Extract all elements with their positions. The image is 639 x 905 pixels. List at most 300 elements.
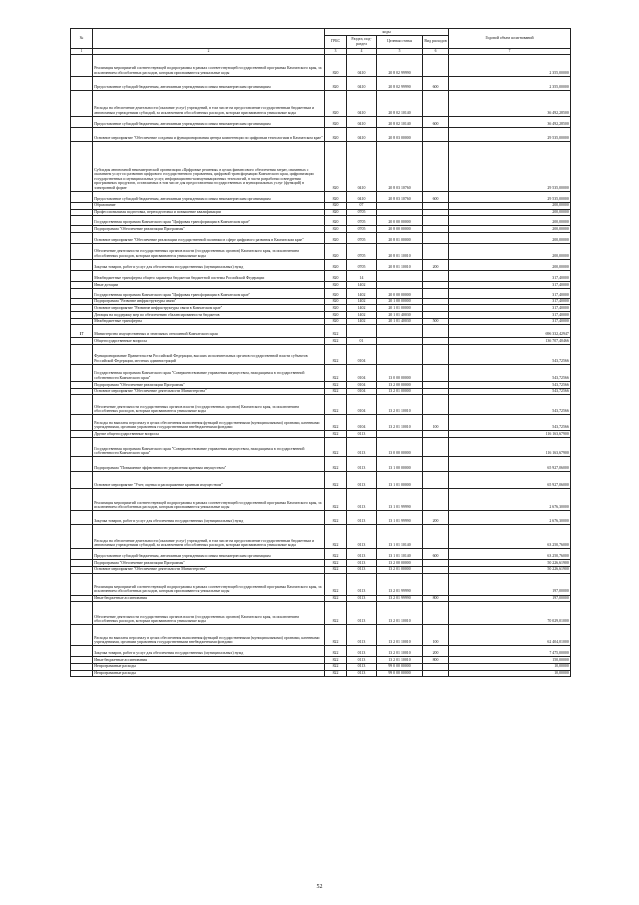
row-expense-type [423, 395, 449, 415]
row-article: 20 1 01 40030 [377, 318, 423, 325]
row-grbs: 822 [325, 365, 347, 382]
row-number [71, 116, 93, 127]
row-grbs: 822 [325, 595, 347, 602]
table-row [71, 270, 571, 281]
row-section: 1402 [347, 281, 377, 288]
table-row [71, 415, 571, 431]
table-row [71, 602, 571, 625]
row-section: 0113 [347, 595, 377, 602]
row-article: 20 8 03 10760 [377, 141, 423, 191]
row-grbs: 820 [325, 243, 347, 259]
row-grbs: 822 [325, 382, 347, 389]
row-name: Межбюджетные трансферты общего характера бюджетам бюджетной системы Российской Федерации [93, 270, 325, 281]
row-expense-type [423, 127, 449, 141]
row-section: 0113 [347, 438, 377, 457]
row-number [71, 216, 93, 226]
column-index-cell: 6 [423, 48, 449, 54]
table-row [71, 76, 571, 90]
row-grbs: 822 [325, 525, 347, 549]
row-number [71, 431, 93, 438]
row-number [71, 226, 93, 233]
row-expense-type [423, 365, 449, 382]
row-expense-type: 600 [423, 76, 449, 90]
column-index-cell: 4 [347, 48, 377, 54]
table-row [71, 438, 571, 457]
row-grbs: 822 [325, 438, 347, 457]
row-amount: 543,72566 [449, 388, 571, 395]
row-section: 0410 [347, 116, 377, 127]
row-article: 13 2 01 10010 [377, 657, 423, 664]
row-grbs: 822 [325, 345, 347, 365]
row-expense-type [423, 560, 449, 567]
row-article: 20 8 01 00000 [377, 232, 423, 243]
row-amount: 2 355,00000 [449, 54, 571, 76]
row-number [71, 259, 93, 270]
row-name: Функционирование Правительства Российской Федерации, высших исполнительных органов государственной власти субъектов Российской Федерации, местных администраций [93, 345, 325, 365]
table-row [71, 595, 571, 602]
row-grbs: 822 [325, 566, 347, 573]
row-name: Основное мероприятие "Обеспечение деятельности Министерства" [93, 388, 325, 395]
row-amount: 36 492,28500 [449, 90, 571, 116]
budget-page [70, 28, 570, 677]
table-row [71, 525, 571, 549]
row-number [71, 54, 93, 76]
header-num: № [71, 29, 93, 49]
row-number [71, 457, 93, 472]
row-section: 0410 [347, 90, 377, 116]
row-name: Межбюджетные трансферты [93, 318, 325, 325]
row-amount: 150,00000 [449, 657, 571, 664]
header-article: Целевая статья [377, 35, 423, 48]
row-number [71, 511, 93, 525]
row-number [71, 281, 93, 288]
row-number [71, 595, 93, 602]
row-expense-type: 800 [423, 657, 449, 664]
table-row [71, 288, 571, 298]
row-expense-type: 100 [423, 415, 449, 431]
row-number [71, 489, 93, 511]
row-number [71, 657, 93, 664]
row-expense-type [423, 602, 449, 625]
row-amount: 543,72566 [449, 415, 571, 431]
row-article [377, 338, 423, 345]
row-expense-type: 600 [423, 116, 449, 127]
table-row [71, 325, 571, 338]
row-grbs: 822 [325, 670, 347, 677]
table-row [71, 281, 571, 288]
row-name: Государственная программа Камчатского края "Цифровая трансформация в Камчатском крае" [93, 288, 325, 298]
row-amount: 2 676,30000 [449, 511, 571, 525]
row-section: 0113 [347, 560, 377, 567]
row-expense-type: 800 [423, 595, 449, 602]
table-row [71, 298, 571, 305]
row-grbs: 822 [325, 457, 347, 472]
row-amount: 317,40000 [449, 281, 571, 288]
row-number [71, 573, 93, 595]
row-name: Предоставление субсидий бюджетным, автономным учреждениям и иным некоммерческим организациям [93, 191, 325, 202]
row-amount: 10,00000 [449, 663, 571, 670]
row-grbs: 820 [325, 259, 347, 270]
header-section: Раздел, под-раздел [347, 35, 377, 48]
row-name: Субсидия автономной некоммерческой организации «Цифровые решения» в целях финансового обеспечения затрат, связанных с оказанием услуг по развитию цифрового государственного управления, цифровой трансформации Камчатского края, цифровизации государственных и муниципальных услуг, информационно-коммуникационных технологий, в части разработки и внедрения программных продуктов, оставляемых в том числе для предоставления государственных и муниципальных услуг (функций) в электронной форме [93, 141, 325, 191]
row-amount: 317,40000 [449, 312, 571, 319]
table-row [71, 573, 571, 595]
row-expense-type [423, 54, 449, 76]
row-name: Государственная программа Камчатского края "Совершенствование управления имуществом, находящимся в государственной собственности Камчатского края" [93, 365, 325, 382]
row-name: Расходы на обеспечение деятельности (оказание услуг) учреждений, в том числе на предоставление государственным бюджетным и автономным учреждениям субсидий, за исключением обособленных расходов, которым присваиваются уникальные коды [93, 90, 325, 116]
row-amount: 70 029,01000 [449, 602, 571, 625]
row-number [71, 382, 93, 389]
table-header [71, 29, 571, 55]
row-section: 0113 [347, 657, 377, 664]
row-amount: 317,40000 [449, 288, 571, 298]
table-row [71, 312, 571, 319]
row-name: Подпрограмма "Обеспечение реализации Программы" [93, 560, 325, 567]
row-section: 0705 [347, 226, 377, 233]
row-number [71, 127, 93, 141]
table-row [71, 232, 571, 243]
row-grbs: 820 [325, 141, 347, 191]
row-section: 0113 [347, 472, 377, 489]
table-row [71, 202, 571, 209]
row-grbs: 822 [325, 657, 347, 664]
row-number [71, 602, 93, 625]
row-grbs: 820 [325, 298, 347, 305]
header-name [93, 29, 325, 49]
row-article: 20 8 03 10760 [377, 191, 423, 202]
row-article: 13 1 01 00000 [377, 472, 423, 489]
row-article: 20 8 01 10010 [377, 243, 423, 259]
row-amount: 200,00000 [449, 243, 571, 259]
row-expense-type: 200 [423, 259, 449, 270]
row-name: Расходы на выплаты персоналу в целях обеспечения выполнения функций государственными (муниципальными) органами, казенными учреждениями, органами управления государственными внебюджетными фондами [93, 415, 325, 431]
row-name: Основное мероприятие "Обеспечение создания и функционирования центра компетенции по цифровым технологиям в Камчатском крае" [93, 127, 325, 141]
row-expense-type [423, 202, 449, 209]
table-row [71, 670, 571, 677]
row-grbs: 820 [325, 116, 347, 127]
row-expense-type [423, 243, 449, 259]
row-name: Подпрограмма "Развитие инфраструктуры связи" [93, 298, 325, 305]
row-number [71, 472, 93, 489]
row-article: 13 2 01 10010 [377, 646, 423, 657]
row-grbs: 822 [325, 646, 347, 657]
row-amount: 2 676,30000 [449, 489, 571, 511]
row-section: 14 [347, 270, 377, 281]
row-article: 13 2 01 99990 [377, 595, 423, 602]
row-section: 1402 [347, 305, 377, 312]
row-article: 13 1 01 10140 [377, 549, 423, 560]
row-section: 0705 [347, 216, 377, 226]
row-name: Предоставление субсидий бюджетным, автономным учреждениям и иным некоммерческим организациям [93, 116, 325, 127]
row-number [71, 312, 93, 319]
row-amount: 543,72566 [449, 345, 571, 365]
row-name: Основное мероприятие "Учет, оценка и распоряжение краевым имуществом" [93, 472, 325, 489]
row-number [71, 90, 93, 116]
column-index-cell: 3 [325, 48, 347, 54]
row-number [71, 305, 93, 312]
row-grbs: 820 [325, 305, 347, 312]
row-amount: 317,40000 [449, 318, 571, 325]
row-grbs: 822 [325, 325, 347, 338]
row-article: 20 8 00 00000 [377, 226, 423, 233]
row-name: Обеспечение деятельности государственных органов власти (государственных органов) Камчатского края, за исключением обособленных расходов, которым присваиваются уникальные коды [93, 243, 325, 259]
row-name: Основное мероприятие "Обеспечение реализации государственной политики в сфере цифрового развития в Камчатском крае" [93, 232, 325, 243]
row-article [377, 202, 423, 209]
row-expense-type [423, 325, 449, 338]
row-expense-type [423, 216, 449, 226]
row-section: 0705 [347, 232, 377, 243]
row-number [71, 191, 93, 202]
column-index-cell: 7 [449, 48, 571, 54]
row-number [71, 415, 93, 431]
row-grbs: 820 [325, 209, 347, 216]
row-section: 0113 [347, 549, 377, 560]
row-amount: 36 492,28500 [449, 116, 571, 127]
row-section: 0705 [347, 259, 377, 270]
row-article: 20 8 03 00000 [377, 127, 423, 141]
row-number [71, 566, 93, 573]
row-expense-type: 500 [423, 318, 449, 325]
row-number [71, 243, 93, 259]
row-number [71, 388, 93, 395]
table-row [71, 345, 571, 365]
row-section: 0113 [347, 646, 377, 657]
row-amount: 65 927,06000 [449, 472, 571, 489]
budget-table [70, 28, 571, 677]
row-grbs: 822 [325, 511, 347, 525]
row-grbs: 822 [325, 549, 347, 560]
row-grbs: 822 [325, 625, 347, 646]
row-grbs: 822 [325, 388, 347, 395]
table-row [71, 395, 571, 415]
row-article: 13 2 01 00000 [377, 566, 423, 573]
row-grbs: 822 [325, 415, 347, 431]
row-article [377, 281, 423, 288]
table-row [71, 657, 571, 664]
table-row [71, 90, 571, 116]
table-row [71, 431, 571, 438]
row-grbs: 822 [325, 573, 347, 595]
header-grbs: ГРБС [325, 35, 347, 48]
row-name: Подпрограмма "Повышение эффективности управления краевым имуществом" [93, 457, 325, 472]
column-index-cell: 2 [93, 48, 325, 54]
row-article [377, 431, 423, 438]
row-expense-type [423, 209, 449, 216]
row-name: Образование [93, 202, 325, 209]
row-number [71, 663, 93, 670]
table-row [71, 549, 571, 560]
row-name: Закупка товаров, работ и услуг для обеспечения государственных (муниципальных) нужд [93, 259, 325, 270]
row-grbs: 820 [325, 202, 347, 209]
row-amount: 29 535,00000 [449, 191, 571, 202]
row-name: Предоставление субсидий бюджетным, автономным учреждениям и иным некоммерческим организациям [93, 76, 325, 90]
row-amount: 200,00000 [449, 202, 571, 209]
row-amount: 200,00000 [449, 216, 571, 226]
row-amount: 63 250,76000 [449, 525, 571, 549]
row-article: 20 8 02 99990 [377, 54, 423, 76]
row-number [71, 395, 93, 415]
row-expense-type [423, 345, 449, 365]
row-section: 1402 [347, 288, 377, 298]
row-grbs: 822 [325, 663, 347, 670]
table-row [71, 116, 571, 127]
row-section: 0705 [347, 209, 377, 216]
row-number [71, 209, 93, 216]
row-name: Общегосударственные вопросы [93, 338, 325, 345]
row-section: 0113 [347, 525, 377, 549]
row-amount: 696 332,42947 [449, 325, 571, 338]
row-name: Государственная программа Камчатского края "Цифровая трансформация в Камчатском крае" [93, 216, 325, 226]
table-row [71, 663, 571, 670]
row-name: Предоставление субсидий бюджетным, автономным учреждениям и иным некоммерческим организациям [93, 549, 325, 560]
row-expense-type [423, 670, 449, 677]
row-name: Подпрограмма "Обеспечение реализации Программы" [93, 226, 325, 233]
row-section: 1402 [347, 312, 377, 319]
row-article: 20 1 01 00000 [377, 305, 423, 312]
row-expense-type [423, 388, 449, 395]
row-number [71, 76, 93, 90]
row-name: Расходы на обеспечение деятельности (оказание услуг) учреждений, в том числе на предоставление государственным бюджетным и автономным учреждениям субсидий, за исключением обособленных расходов, которым присваиваются уникальные коды [93, 525, 325, 549]
row-amount: 197,00000 [449, 573, 571, 595]
row-section: 0410 [347, 54, 377, 76]
row-number [71, 365, 93, 382]
row-article: 20 1 01 40030 [377, 312, 423, 319]
column-index-cell: 1 [71, 48, 93, 54]
row-number [71, 670, 93, 677]
table-row [71, 489, 571, 511]
row-grbs: 822 [325, 560, 347, 567]
column-index-cell: 5 [377, 48, 423, 54]
row-section: 0104 [347, 345, 377, 365]
row-grbs: 820 [325, 270, 347, 281]
row-grbs: 822 [325, 338, 347, 345]
row-amount: 116 163,67900 [449, 431, 571, 438]
row-article: 13 1 00 00000 [377, 457, 423, 472]
row-expense-type [423, 288, 449, 298]
row-grbs: 820 [325, 54, 347, 76]
row-amount: 317,40000 [449, 270, 571, 281]
row-grbs: 820 [325, 216, 347, 226]
row-article: 13 1 01 99990 [377, 511, 423, 525]
row-section: 0113 [347, 457, 377, 472]
table-row [71, 338, 571, 345]
row-expense-type: 200 [423, 511, 449, 525]
row-number [71, 141, 93, 191]
row-number [71, 202, 93, 209]
row-number: 17 [71, 325, 93, 338]
row-section: 0113 [347, 489, 377, 511]
row-section: 0113 [347, 625, 377, 646]
row-grbs: 822 [325, 602, 347, 625]
row-amount: 200,00000 [449, 226, 571, 233]
row-section: 0113 [347, 566, 377, 573]
row-section: 0410 [347, 191, 377, 202]
row-section: 0410 [347, 127, 377, 141]
row-name: Дотация на поддержку мер по обеспечению сбалансированности бюджетов [93, 312, 325, 319]
row-section: 0410 [347, 76, 377, 90]
row-amount: 543,72566 [449, 382, 571, 389]
row-article: 13 1 01 99990 [377, 489, 423, 511]
row-amount: 62 404,01000 [449, 625, 571, 646]
row-grbs: 820 [325, 76, 347, 90]
row-article: 13 0 00 00000 [377, 438, 423, 457]
table-row [71, 560, 571, 567]
row-article [377, 345, 423, 365]
row-expense-type [423, 226, 449, 233]
row-grbs: 820 [325, 90, 347, 116]
row-expense-type: 600 [423, 191, 449, 202]
table-row [71, 226, 571, 233]
row-name: Реализация мероприятий соответствующей подпрограммы в рамках соответствующей государственной программы Камчатского края, за исключением обособленных расходов, которым присваиваются уникальные коды [93, 54, 325, 76]
row-name: Профессиональная подготовка, переподготовка и повышение квалификации [93, 209, 325, 216]
row-number [71, 345, 93, 365]
row-number [71, 625, 93, 646]
row-amount: 2 355,00000 [449, 76, 571, 90]
row-section: 0113 [347, 573, 377, 595]
row-number [71, 549, 93, 560]
row-article [377, 209, 423, 216]
table-row [71, 191, 571, 202]
table-row [71, 141, 571, 191]
row-grbs: 820 [325, 127, 347, 141]
row-grbs: 822 [325, 395, 347, 415]
row-name: Иные бюджетные ассигнования [93, 657, 325, 664]
row-amount: 543,72566 [449, 395, 571, 415]
table-row [71, 127, 571, 141]
row-amount: 29 535,00000 [449, 127, 571, 141]
row-name: Расходы на выплаты персоналу в целях обеспечения выполнения функций государственными (муниципальными) органами, казенными учреждениями, органами управления государственными внебюджетными фондами [93, 625, 325, 646]
table-row [71, 388, 571, 395]
table-row [71, 511, 571, 525]
table-row [71, 259, 571, 270]
row-name: Обеспечение деятельности государственных органов власти (государственных органов) Камчатского края, за исключением обособленных расходов, которым присваиваются уникальные коды [93, 395, 325, 415]
row-grbs: 820 [325, 288, 347, 298]
row-number [71, 298, 93, 305]
row-amount: 197,00000 [449, 595, 571, 602]
table-row [71, 566, 571, 573]
row-expense-type [423, 90, 449, 116]
row-article: 13 0 00 00000 [377, 365, 423, 382]
table-row [71, 305, 571, 312]
table-row [71, 457, 571, 472]
row-section: 0104 [347, 415, 377, 431]
row-article [377, 325, 423, 338]
row-amount: 317,40000 [449, 305, 571, 312]
row-article: 13 2 00 00000 [377, 560, 423, 567]
row-expense-type [423, 281, 449, 288]
row-amount: 7 475,00000 [449, 646, 571, 657]
row-amount: 317,40000 [449, 298, 571, 305]
row-name: Обеспечение деятельности государственных органов власти (государственных органов) Камчатского края, за исключением обособленных расходов, которым присваиваются уникальные коды [93, 602, 325, 625]
row-name: Закупка товаров, работ и услуг для обеспечения государственных (муниципальных) нужд [93, 511, 325, 525]
table-body [71, 54, 571, 676]
row-amount: 200,00000 [449, 232, 571, 243]
row-article: 20 0 00 00000 [377, 216, 423, 226]
row-section: 0113 [347, 431, 377, 438]
header-amount: Годовой объем ассигнований [449, 29, 571, 49]
row-name: Реализация мероприятий соответствующей подпрограммы в рамках соответствующей государственной программы Камчатского края, за исключением обособленных расходов, которым присваиваются уникальные коды [93, 489, 325, 511]
row-grbs: 820 [325, 226, 347, 233]
row-amount: 50 226,61900 [449, 566, 571, 573]
row-section: 0104 [347, 382, 377, 389]
table-row [71, 382, 571, 389]
header-expense-type: Вид расходов [423, 35, 449, 48]
row-grbs: 822 [325, 431, 347, 438]
row-name: Иные бюджетные ассигнования [93, 595, 325, 602]
row-name: Непрограммные расходы [93, 670, 325, 677]
row-amount: 50 226,61900 [449, 560, 571, 567]
row-name: Иные дотации [93, 281, 325, 288]
